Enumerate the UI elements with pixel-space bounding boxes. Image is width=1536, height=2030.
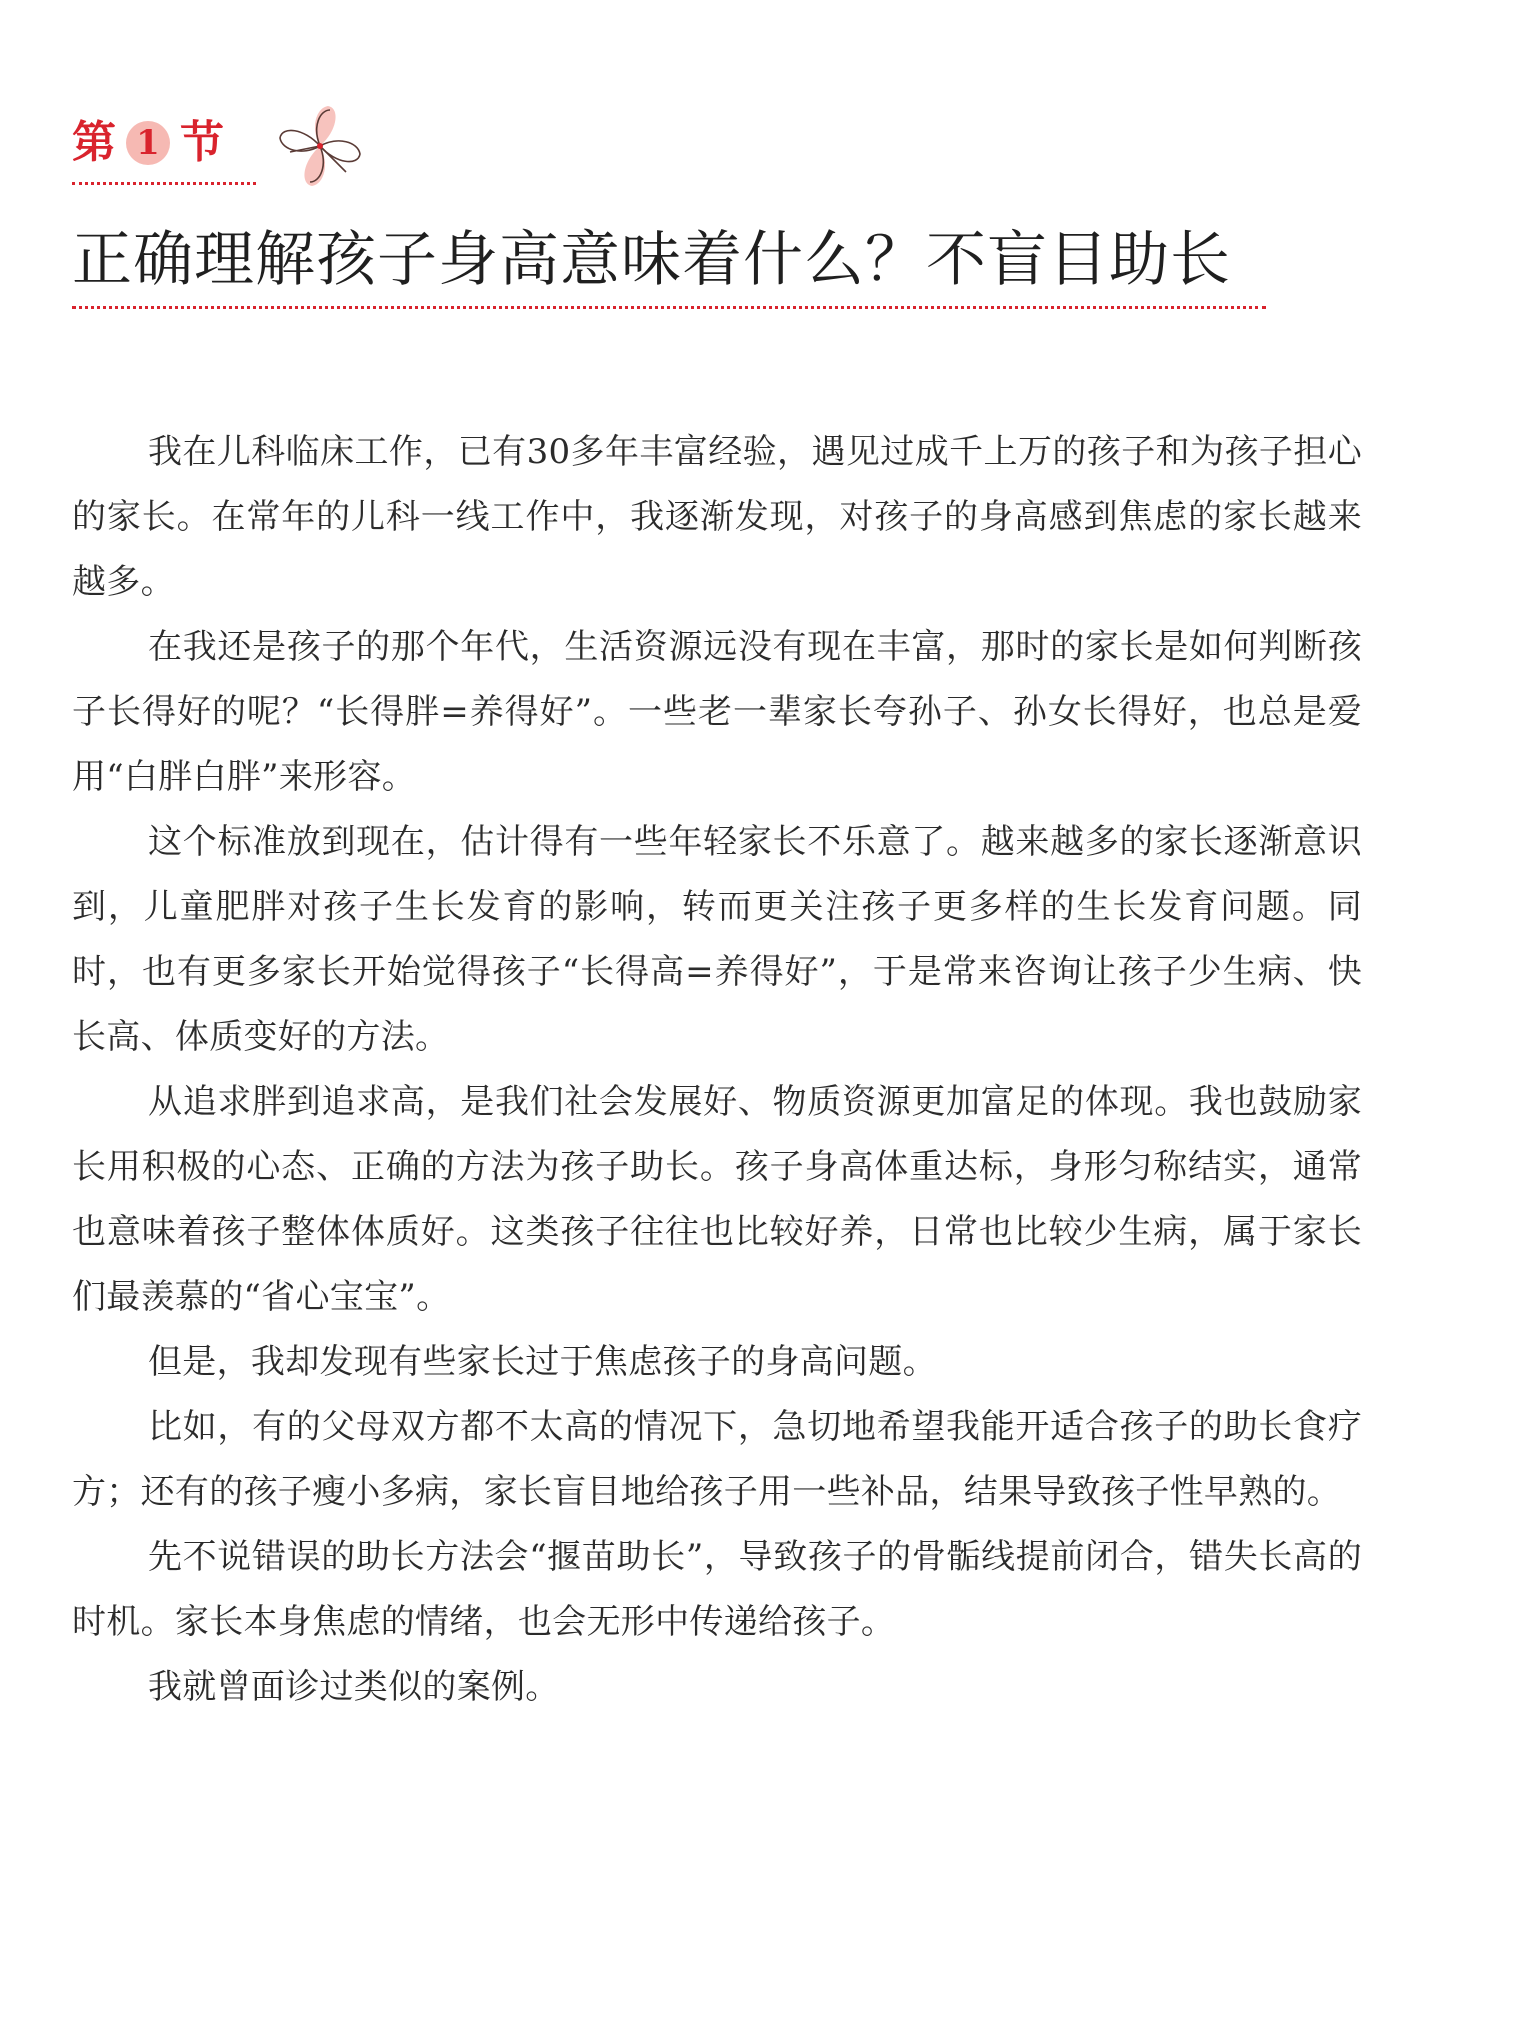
page-title: 正确理解孩子身高意味着什么？不盲目助长 xyxy=(72,225,1231,295)
paragraph: 在我还是孩子的那个年代，生活资源远没有现在丰富，那时的家长是如何判断孩子长得好的呢？“长得胖=养得好”。一些老一辈家长夸孙子、孙女长得好，也总是爱用“白胖白胖”来形容。 xyxy=(72,627,1362,797)
paragraph: 比如，有的父母双方都不太高的情况下，急切地希望我能开适合孩子的助长食疗方；还有的孩子瘦小多病，家长盲目地给孩子用一些补品，结果导致孩子性早熟的。 xyxy=(72,1407,1362,1512)
paragraph: 但是，我却发现有些家长过于焦虑孩子的身高问题。 xyxy=(148,1342,937,1382)
section-prefix: 第 xyxy=(72,117,116,168)
section-number: 1 xyxy=(126,121,170,165)
paragraph: 这个标准放到现在，估计得有一些年轻家长不乐意了。越来越多的家长逐渐意识到，儿童肥胖对孩子生长发育的影响，转而更关注孩子更多样的生长发育问题。同时，也有更多家长开始觉得孩子“长得高=养得好”，于是常来咨询让孩子少生病、快长高、体质变好的方法。 xyxy=(72,822,1362,1057)
paragraph: 我在儿科临床工作，已有30多年丰富经验，遇见过成千上万的孩子和为孩子担心的家长。在常年的儿科一线工作中，我逐渐发现，对孩子的身高感到焦虑的家长越来越多。 xyxy=(72,432,1362,602)
flower-icon xyxy=(272,98,368,194)
section-label xyxy=(72,112,224,174)
article-body xyxy=(72,420,1362,1720)
section-dotted-underline xyxy=(72,182,256,185)
title-dotted-underline xyxy=(72,306,1266,309)
section-suffix: 节 xyxy=(180,117,224,168)
paragraph: 从追求胖到追求高，是我们社会发展好、物质资源更加富足的体现。我也鼓励家长用积极的心态、正确的方法为孩子助长。孩子身高体重达标，身形匀称结实，通常也意味着孩子整体体质好。这类孩子往往也比较好养，日常也比较少生病，属于家长们最羡慕的“省心宝宝”。 xyxy=(72,1082,1362,1317)
section-header xyxy=(72,112,224,202)
paragraph: 我就曾面诊过类似的案例。 xyxy=(148,1667,560,1707)
paragraph: 先不说错误的助长方法会“揠苗助长”，导致孩子的骨骺线提前闭合，错失长高的时机。家长本身焦虑的情绪，也会无形中传递给孩子。 xyxy=(72,1537,1362,1642)
